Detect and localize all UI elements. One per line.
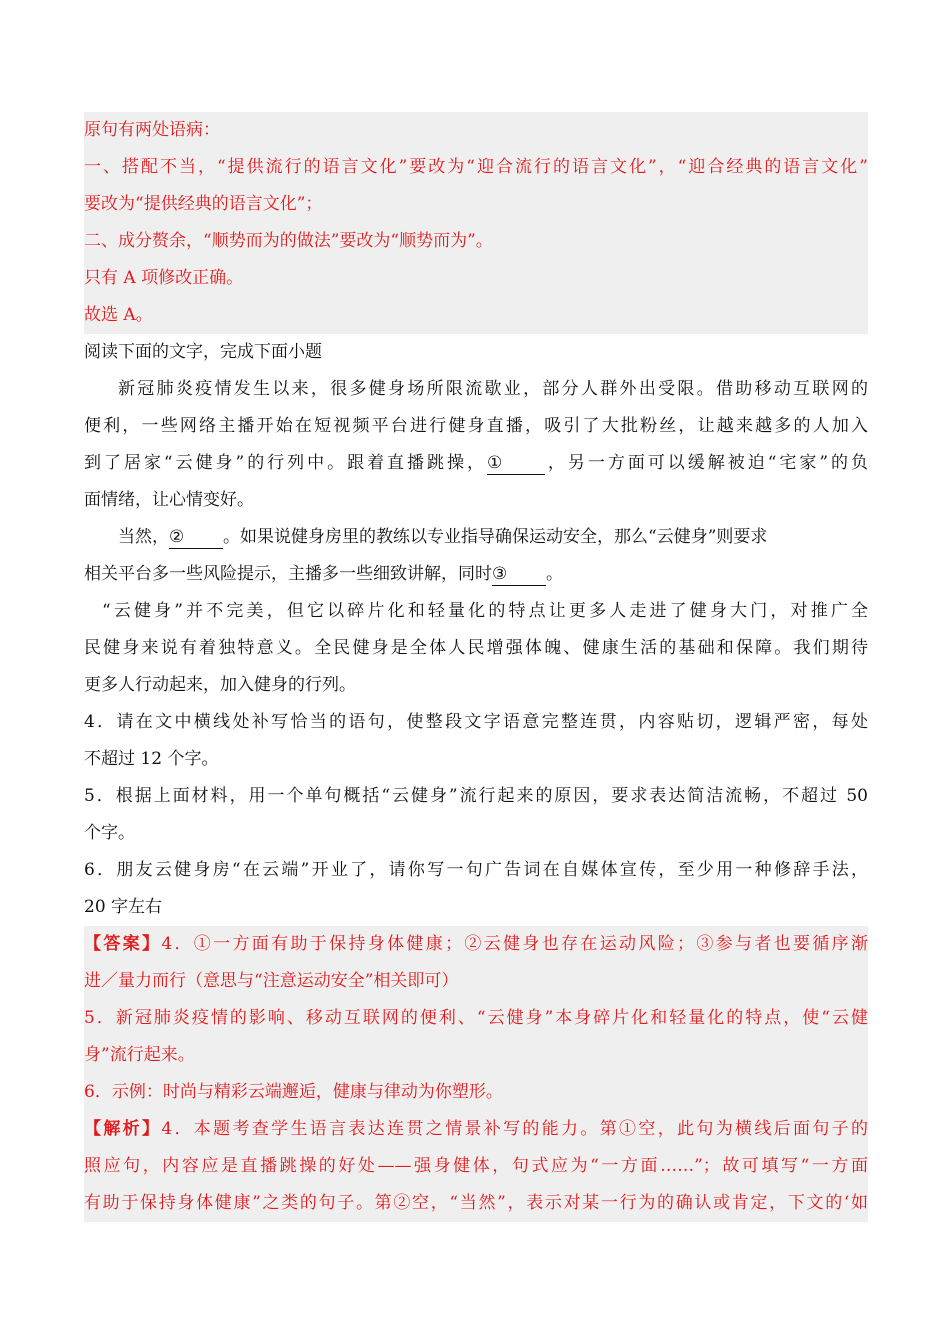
- reading-passage: [84, 334, 868, 704]
- passage-line: [84, 556, 868, 593]
- blank-number: ③: [492, 564, 508, 584]
- answer-line: [84, 926, 868, 963]
- question-line: 个字。: [84, 823, 135, 843]
- answer-text: 4．①一方面有助于保持身体健康；②云健身也存在运动风险；③参与者也要循序渐: [161, 934, 868, 954]
- answer-line: 5．新冠肺炎疫情的影响、移动互联网的便利、“云健身”本身碎片化和轻量化的特点，使“云健: [84, 1008, 868, 1028]
- question-line: 20 字左右: [84, 897, 163, 917]
- passage-text: 。: [546, 564, 563, 584]
- analysis-line: [84, 1111, 868, 1148]
- answer-line: 原句有两处语病：: [84, 120, 220, 140]
- previous-answer-block: [84, 112, 868, 334]
- question-line: 6．朋友云健身房“在云端”开业了，请你写一句广告词在自媒体宣传，至少用一种修辞手法，: [84, 860, 868, 880]
- answer-line: 二、成分赘余，“顺势而为的做法”要改为“顺势而为”。: [84, 231, 493, 251]
- passage-text: 相关平台多一些风险提示，主播多一些细致讲解，同时: [84, 564, 492, 584]
- passage-text: ，另一方面可以缓解被迫“宅家”的负: [544, 453, 868, 473]
- document-page: [84, 112, 868, 1222]
- answer-line: 只有 A 项修改正确。: [84, 268, 244, 288]
- reading-intro: 阅读下面的文字，完成下面小题: [84, 342, 322, 362]
- passage-line: 更多人行动起来，加入健身的行列。: [84, 675, 356, 695]
- answer-line: 一、搭配不当，“提供流行的语言文化”要改为“迎合流行的语言文化”，“迎合经典的语言文化”: [84, 157, 868, 177]
- questions-block: [84, 704, 868, 926]
- answer-line: 要改为“提供经典的语言文化”；: [84, 194, 323, 214]
- analysis-text: 4．本题考查学生语言表达连贯之情景补写的能力。第①空，此句为横线后面句子的: [161, 1119, 868, 1139]
- question-line: 不超过 12 个字。: [84, 749, 219, 769]
- fill-blank-2: [169, 526, 223, 549]
- passage-line: 新冠肺炎疫情发生以来，很多健身场所限流歇业，部分人群外出受限。借助移动互联网的: [118, 379, 868, 399]
- analysis-tag: 【解析】: [84, 1119, 162, 1139]
- passage-line: [84, 445, 868, 482]
- passage-line: “云健身”并不完美，但它以碎片化和轻量化的特点让更多人走进了健身大门，对推广全: [102, 601, 868, 621]
- answer-tag: 【答案】: [84, 934, 162, 954]
- blank-number: ①: [486, 453, 503, 473]
- passage-line: [84, 519, 868, 556]
- answer-line: 故选 A。: [84, 305, 153, 325]
- passage-text: 当然，: [118, 527, 169, 547]
- answer-analysis-block: [84, 926, 868, 1222]
- answer-line: 进／量力而行（意思与“注意运动安全”相关即可）: [84, 971, 459, 991]
- passage-line: 民健身来说有着独特意义。全民健身是全体人民增强体魄、健康生活的基础和保障。我们期待: [84, 638, 868, 658]
- fill-blank-3: [492, 563, 546, 586]
- blank-number: ②: [169, 527, 185, 547]
- question-line: 4．请在文中横线处补写恰当的语句，使整段文字语意完整连贯，内容贴切，逻辑严密，每处: [84, 712, 868, 732]
- answer-line: 身”流行起来。: [84, 1045, 195, 1065]
- analysis-line: 照应句，内容应是直播跳操的好处——强身健体，句式应为“一方面……”；故可填写“一方面: [84, 1156, 868, 1176]
- passage-line: 面情绪，让心情变好。: [84, 490, 254, 510]
- analysis-line: 有助于保持身体健康”之类的句子。第②空，“当然”，表示对某一行为的确认或肯定，下文的‘如: [84, 1193, 868, 1213]
- passage-text: 。如果说健身房里的教练以专业指导确保运动安全，那么“云健身”则要求: [223, 527, 768, 547]
- passage-text: 到了居家“云健身”的行列中。跟着直播跳操，: [84, 453, 487, 473]
- passage-line: 便利，一些网络主播开始在短视频平台进行健身直播，吸引了大批粉丝，让越来越多的人加入: [84, 416, 868, 436]
- answer-line: 6．示例：时尚与精彩云端邂逅，健康与律动为你塑形。: [84, 1082, 503, 1102]
- fill-blank-1: [487, 452, 545, 475]
- question-line: 5．根据上面材料，用一个单句概括“云健身”流行起来的原因，要求表达简洁流畅，不超过 50: [84, 786, 868, 806]
